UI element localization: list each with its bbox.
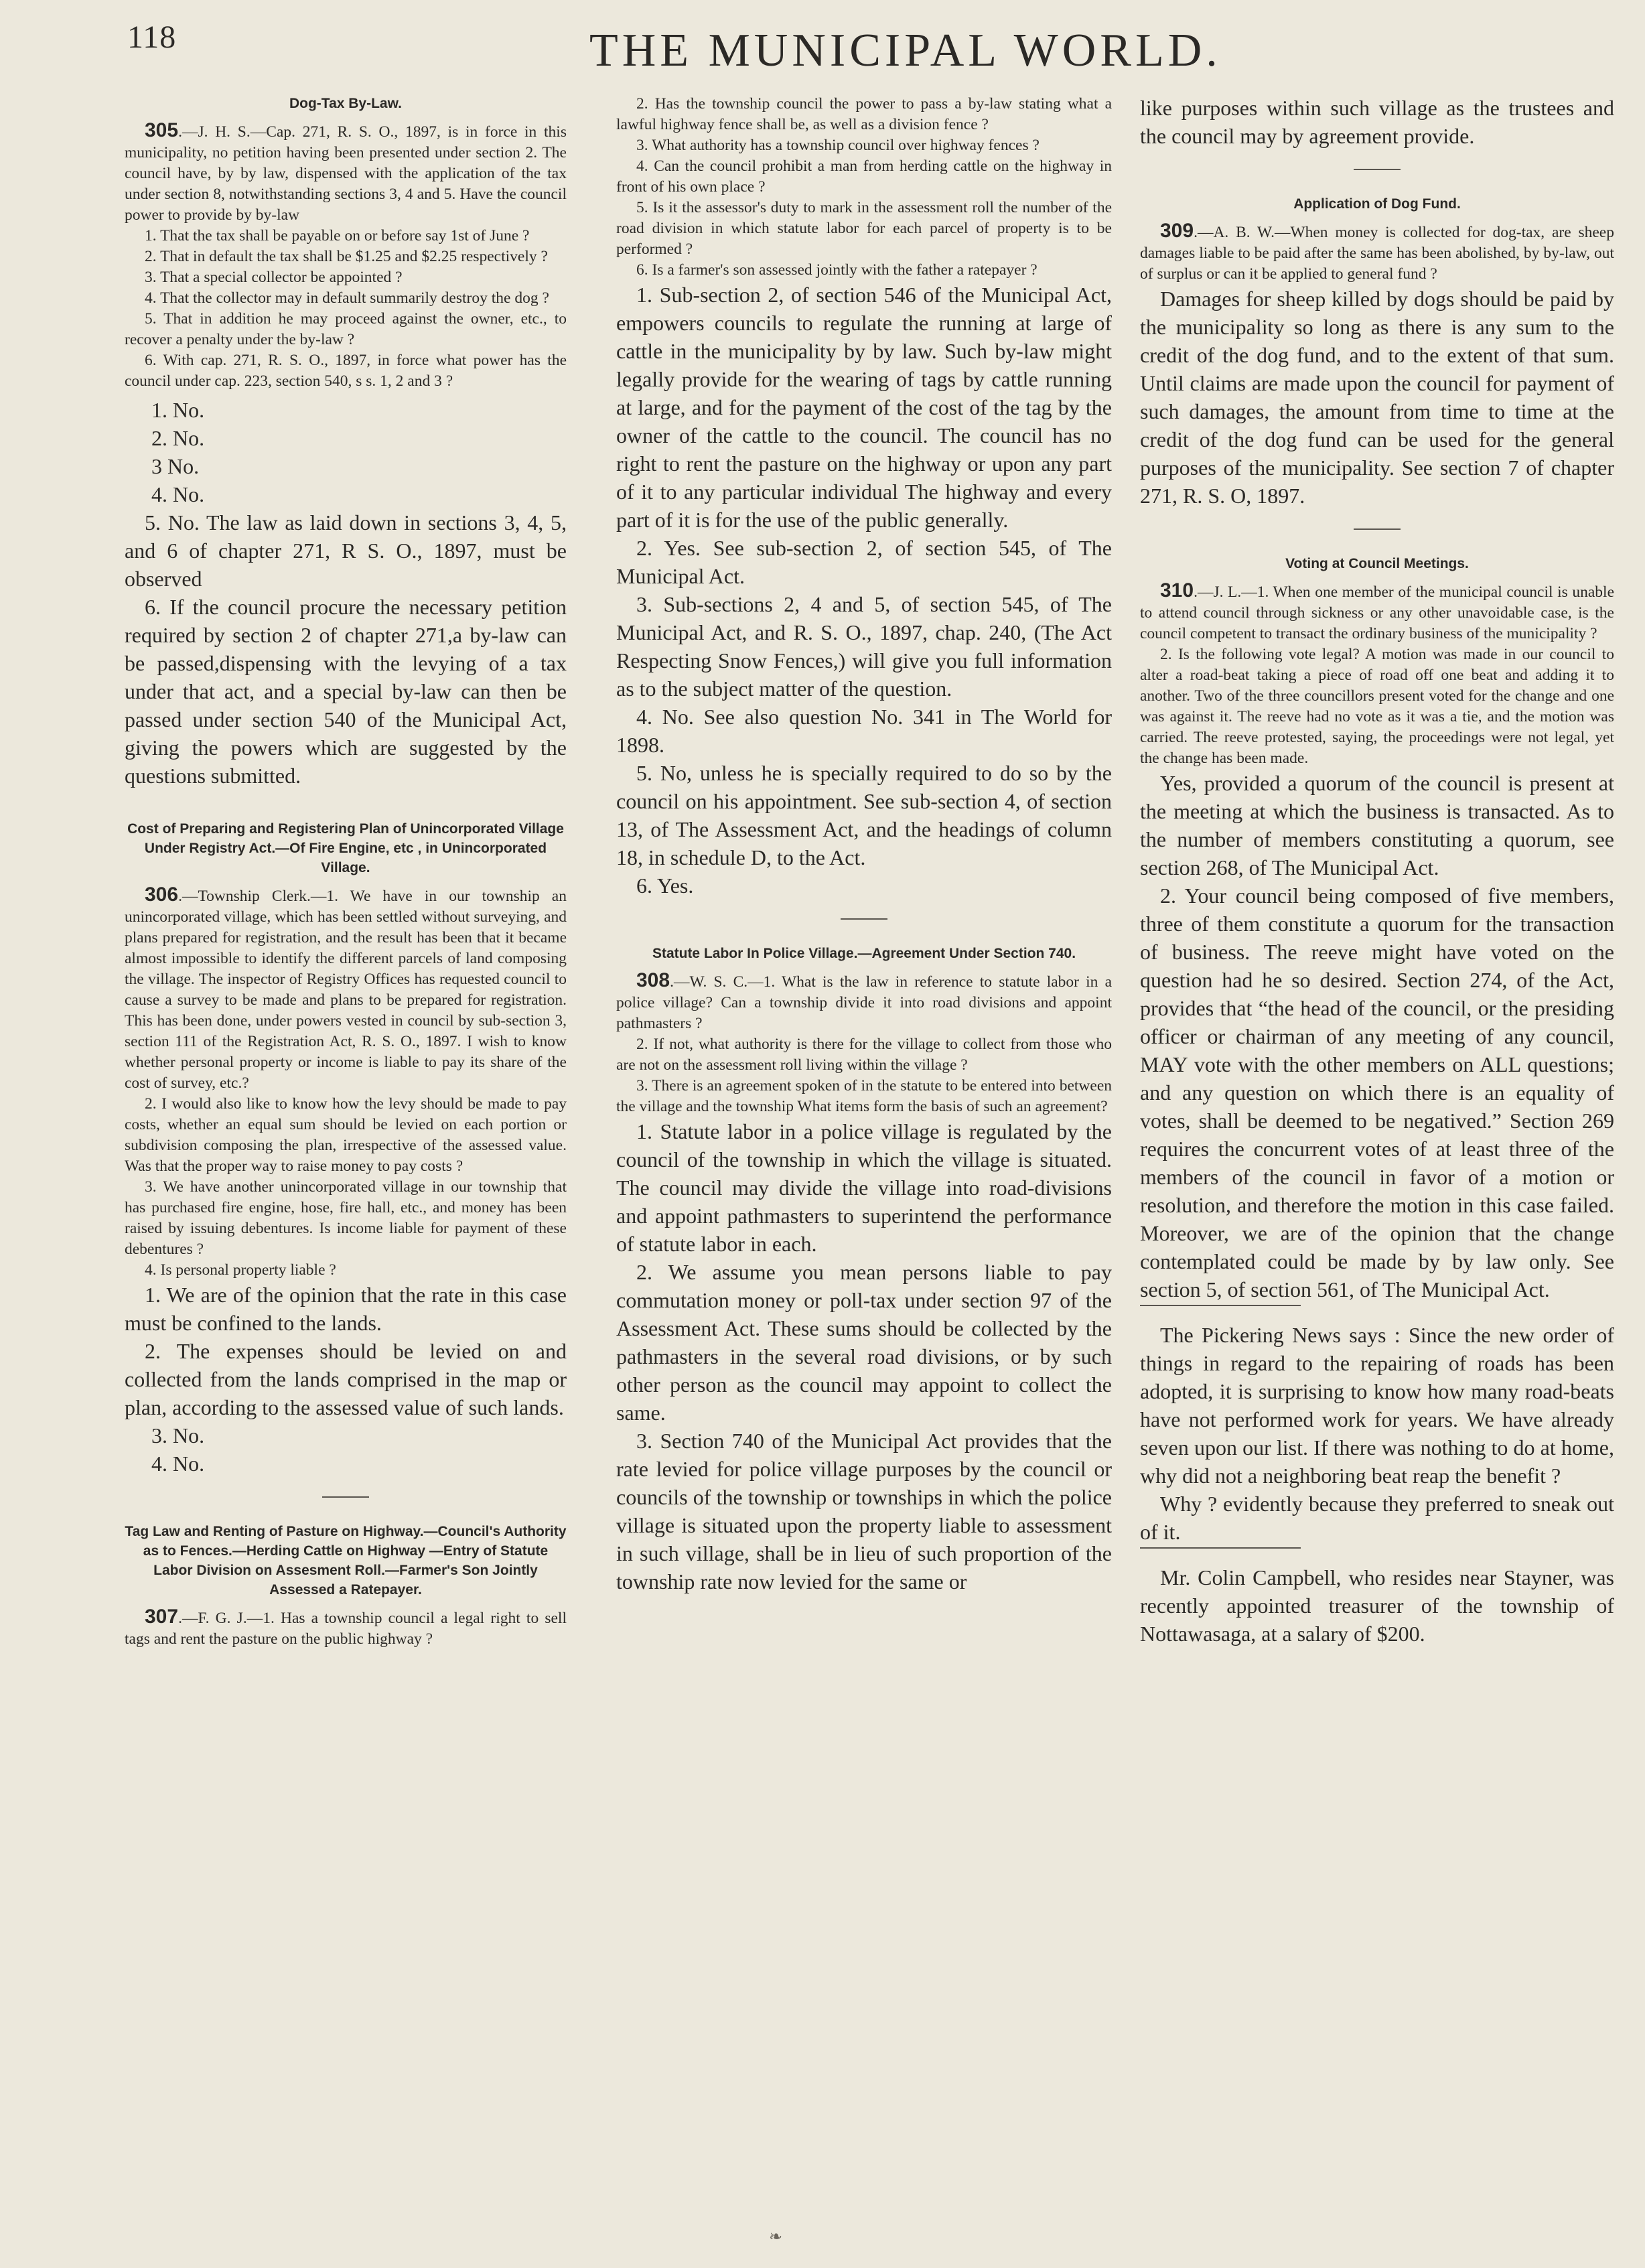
question-item: 3. What authority has a township council over highway fences ? — [636, 137, 1040, 154]
page-ornament: ❧ — [769, 2228, 783, 2246]
masthead-title: THE MUNICIPAL WORLD. — [589, 25, 1222, 76]
section-end-rule — [1140, 1547, 1301, 1549]
answer-item: 1. No. — [151, 398, 205, 422]
answer-item: 6. If the council procure the necessary petition required by section 2 of chapter 271,a by-law can be passed,dispensing with the levying of a tax under that act, and a special by-law can then be passed under section 540 of the Municipal Act, giving the powers which are suggested by the questions submitted. — [125, 595, 567, 788]
answer-item: 4. No. — [151, 482, 205, 506]
question-number: 308 — [636, 969, 670, 991]
question-text: .—A. B. W.—When money is collected for dog-tax, are sheep damages liable to be paid after the same has been abolished, by by-law, out of surplus or can it be applied to general fund ? — [1140, 224, 1614, 283]
section-heading: Voting at Council Meetings. — [1285, 556, 1469, 571]
question-item: 4. Is personal property liable ? — [145, 1261, 336, 1279]
answer-item: 5. No. The law as laid down in sections 3, 4, 5, and 6 of chapter 271, R S. O., 1897, must be observed — [125, 510, 567, 591]
question-item: 5. Is it the assessor's duty to mark in the assessment roll the number of the road division in which statute labor for each parcel of property is to be performed ? — [616, 199, 1112, 258]
question-text: .—Township Clerk.—1. We have in our township an unincorporated village, which has been settled without surveying, and plans prepared for registration, and the result has been that it became almost impossible to identify the different parcels of land composing the village. The inspector of Registry Offices has requested council to cause a survey to be made and plans to be prepared for registration. This has been done, under powers vested in council by sub-section 3, section 111 of the Registration Act, R. S. O., 1897. I wish to know whether personal property or income is liable to pay its share of the cost of survey, etc.? — [125, 888, 567, 1092]
answer-item: 3. Sub-sections 2, 4 and 5, of section 545, of The Municipal Act, and R. S. O., 1897, chap. 240, (The Act Respecting Snow Fences,) will give you full information as to the subject matter of the question. — [616, 592, 1112, 701]
answer-item: 5. No, unless he is specially required to do so by the council on his appointment. See sub-section 4, of section 13, of The Assessment Act, and the headings of column 18, in schedule D, to the Act. — [616, 761, 1112, 869]
question-intro — [1140, 220, 1614, 285]
question-number: 309 — [1160, 220, 1194, 242]
answer-item: 1. We are of the opinion that the rate in this case must be confined to the lands. — [125, 1283, 567, 1335]
question-item: 3. We have another unincorporated village in our township that has purchased fire engine, hose, fire hall, etc., and money has been raised by issuing debentures. Is income liable for payment of these debentures ? — [125, 1178, 567, 1258]
question-item: 4. Can the council prohibit a man from herding cattle on the highway in front of his own place ? — [616, 157, 1112, 196]
news-note: Mr. Colin Campbell, who resides near Stayner, was recently appointed treasurer of the township of Nottawasaga, at a salary of $200. — [1140, 1565, 1614, 1646]
answer-item: 2. The expenses should be levied on and collected from the lands comprised in the map or plan, according to the assessed value of such lands. — [125, 1339, 567, 1419]
question-number: 310 — [1160, 579, 1194, 601]
answer-item: 3. Section 740 of the Municipal Act provides that the rate levied for police village purposes by the council or councils of the township or townships in which the police village is situated upon the property liable to assessment in such village, shall be in lieu of such proportion of the township rate now levied for the same or — [616, 1429, 1112, 1593]
answer-item: 1. Sub-section 2, of section 546 of the Municipal Act, empowers councils to regulate the running at large of cattle in the municipality by by law. Such by-law might legally provide for the wearing of tags by cattle running at large, and for the payment of the cost of the tag by the owner of the cattle to the council. The council has no right to rent the pasture on the highway or upon any part of it to any particular individual The highway and every part of it is for the use of the public generally. — [616, 283, 1112, 532]
answer-item: 2. Your council being composed of five members, three of them constitute a quorum for the transaction of business. The reeve might have voted on the question had he so desired. Section 274, of the Act, provides that “the head of the council, or the presiding officer or chairman of any meeting of any council, MAY vote with the other members on ALL questions; and any question on which there is an equality of votes, shall be deemed to be negatived.” Section 269 requires the concurrent votes of at least three of the members of the council in favor of a motion or resolution, and therefore the motion in this case failed. Moreover, we are of the opinion that the change contemplated could be made by by law only. See section 5, of section 561, of The Municipal Act. — [1140, 883, 1614, 1301]
news-note: The Pickering News says : Since the new order of things in regard to the repairing of roads has been adopted, it is surprising to know how many road-beats have not performed work for years. We have already seven upon our list. If there was nothing to do at home, why did not a neighboring beat reap the benefit ? — [1140, 1323, 1614, 1488]
section-heading: Dog-Tax By-Law. — [289, 96, 402, 111]
section-heading: Application of Dog Fund. — [1293, 196, 1461, 212]
question-text: .—J. L.—1. When one member of the municipal council is unable to attend council through sickness or any other unavoidable case, is the council competent to transact the ordinary business of the municipality ? — [1140, 583, 1614, 642]
question-item: 2. Is the following vote legal? A motion was made in our council to alter a road-beat taking a piece of road off one beat and adding it to another. Two of the three councillors present voted for the change and one was against it. The reeve had no vote as it was a tie, and the motion was carried. The reeve protested, saying, the proceedings were not legal, yet the change has been made. — [1140, 646, 1614, 767]
question-text: .—F. G. J.—1. Has a township council a legal right to sell tags and rent the pasture on the public highway ? — [125, 1610, 567, 1648]
question-intro — [1140, 580, 1614, 644]
section-end-rule — [1140, 1305, 1301, 1306]
section-divider — [322, 1496, 369, 1498]
column-left — [125, 94, 567, 2251]
question-item: 2. That in default the tax shall be $1.25 and $2.25 respectively ? — [145, 248, 548, 265]
answer-continuation: like purposes within such village as the trustees and the council may by agreement provide. — [1140, 96, 1614, 148]
page-number: 118 — [127, 19, 177, 55]
question-item: 2. Has the township council the power to pass a by-law stating what a lawful highway fence shall be, as well as a division fence ? — [616, 95, 1112, 133]
answer-item: 4. No. — [151, 1451, 205, 1476]
question-item: 1. That the tax shall be payable on or before say 1st of June ? — [145, 227, 530, 244]
section-divider — [1354, 169, 1401, 170]
question-intro — [616, 970, 1112, 1034]
answer-item: 2. No. — [151, 426, 205, 450]
answer-item: 4. No. See also question No. 341 in The World for 1898. — [616, 705, 1112, 757]
section-heading: Cost of Preparing and Registering Plan of Unincorporated Village Under Registry Act.—Of Fire Engine, etc , in Unincorporated Village. — [127, 821, 564, 875]
section-divider — [841, 918, 887, 920]
question-number: 307 — [145, 1606, 179, 1628]
question-text: .—J. H. S.—Cap. 271, R. S. O., 1897, is in force in this municipality, no petition having been presented under section 2. The council have, by by law, dispensed with the application of the tax under section 8, notwithstanding sections 3, 4 and 5. Have the council power to provide by by-law — [125, 123, 567, 224]
column-right — [1140, 94, 1614, 2251]
answer-item: 3. No. — [151, 1423, 205, 1447]
section-divider — [1354, 528, 1401, 530]
section-heading: Statute Labor In Police Village.—Agreement Under Section 740. — [652, 946, 1076, 961]
answer-item: 1. Statute labor in a police village is regulated by the council of the township in which the village is situated. The council may divide the village into road-divisions and appoint pathmasters to superintend the performance of statute labor in each. — [616, 1119, 1112, 1256]
answer-item: Yes, provided a quorum of the council is present at the meeting at which the business is transacted. As to the number of members constituting a quorum, see section 268, of The Municipal Act. — [1140, 771, 1614, 879]
question-item: 2. I would also like to know how the levy should be made to pay costs, whether an equal sum should be levied on each portion or subdivision composing the plan, irrespective of the assessed value. Was that the proper way to raise money to pay costs ? — [125, 1095, 567, 1175]
question-item: 2. If not, what authority is there for the village to collect from those who are not on the assessment roll living within the village ? — [616, 1036, 1112, 1074]
answer-item: 2. We assume you mean persons liable to pay commutation money or poll-tax under section 97 of the Assessment Act. These sums should be collected by the pathmasters in the several road divisions, or by such other person as the council may appoint to collect the same. — [616, 1260, 1112, 1425]
question-number: 305 — [145, 119, 179, 141]
question-item: 5. That in addition he may proceed against the owner, etc., to recover a penalty under the by-law ? — [125, 310, 567, 348]
question-item: 6. With cap. 271, R. S. O., 1897, in force what power has the council under cap. 223, section 540, s s. 1, 2 and 3 ? — [125, 352, 567, 390]
question-item: 4. That the collector may in default summarily destroy the dog ? — [145, 289, 549, 307]
news-note: Why ? evidently because they preferred to sneak out of it. — [1140, 1492, 1614, 1544]
question-intro — [125, 1606, 567, 1650]
question-intro — [125, 884, 567, 1094]
answer-item: 2. Yes. See sub-section 2, of section 545, of The Municipal Act. — [616, 536, 1112, 588]
question-item: 3. There is an agreement spoken of in the statute to be entered into between the village and the township What items form the basis of such an agreement? — [616, 1077, 1112, 1115]
section-heading: Tag Law and Renting of Pasture on Highway.—Council's Authority as to Fences.—Herding Cattle on Highway —Entry of Statute Labor Division on Assesment Roll.—Farmer's Son Jointly Assessed a Ratepayer. — [125, 1524, 567, 1598]
answer-item: 3 No. — [151, 454, 200, 478]
column-middle — [616, 94, 1112, 2251]
question-item: 3. That a special collector be appointed ? — [145, 269, 403, 286]
answer-item: Damages for sheep killed by dogs should be paid by the municipality so long as there is any sum to the credit of the dog fund, and to the extent of that sum. Until claims are made upon the council for payment of such damages, the amount from time to time at the credit of the dog fund can be used for the general purposes of the municipality. See section 7 of chapter 271, R. S. O, 1897. — [1140, 287, 1614, 508]
question-item: 6. Is a farmer's son assessed jointly with the father a ratepayer ? — [636, 261, 1038, 279]
answer-item: 6. Yes. — [636, 873, 694, 898]
question-number: 306 — [145, 883, 179, 906]
question-intro — [125, 120, 567, 226]
question-text: .—W. S. C.—1. What is the law in reference to statute labor in a police village? Can a township divide it into road divisions and appoint pathmasters ? — [616, 973, 1112, 1032]
